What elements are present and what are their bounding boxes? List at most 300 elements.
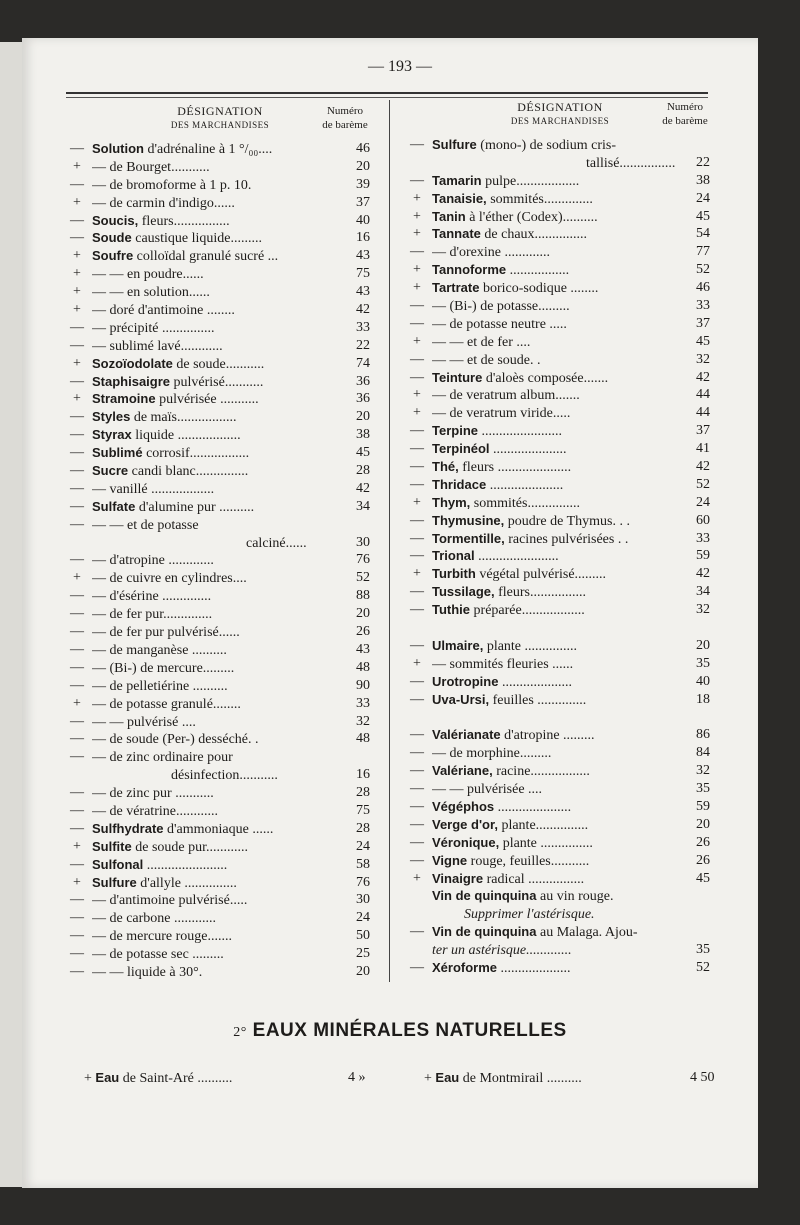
product-name: Vin de quinquina [432, 924, 537, 940]
table-row [66, 730, 376, 748]
header-designation-left: DÉSIGNATION DES MARCHANDISES [170, 104, 270, 130]
table-row [406, 386, 722, 404]
bareme-number: 24 [696, 190, 710, 206]
designation [92, 140, 360, 159]
table-row [66, 462, 376, 480]
description: — — et de soude. . [432, 352, 541, 368]
table-row [66, 856, 376, 874]
designation [432, 583, 704, 602]
product-name: Sucre [92, 463, 129, 479]
table-row [66, 319, 376, 337]
table-row [66, 426, 376, 444]
description: ....................... [143, 857, 228, 873]
table-row [66, 373, 376, 391]
description: sommités............... [470, 495, 580, 511]
table-row [406, 816, 722, 834]
table-row [66, 516, 376, 534]
bareme-number: 33 [696, 530, 710, 546]
tariff-mark: — [70, 409, 84, 425]
designation [92, 283, 360, 302]
table-row [66, 229, 376, 247]
table-row [406, 673, 722, 691]
bareme-number: 42 [356, 480, 370, 496]
bareme-number: 20 [356, 158, 370, 174]
tariff-mark: — [70, 749, 84, 765]
tariff-mark: — [410, 548, 424, 564]
table-row [66, 194, 376, 212]
eau-entry-right: + Eau de Montmirail .......... 4 50 [424, 1070, 715, 1086]
tariff-mark: + [413, 870, 421, 886]
table-row [406, 261, 722, 279]
designation [92, 158, 360, 177]
tariff-mark: — [70, 641, 84, 657]
designation [92, 730, 360, 749]
eau-entry-left: + Eau de Saint-Aré .......... 4 » [84, 1070, 366, 1086]
description: d'atropine ......... [500, 728, 595, 744]
tariff-mark: — [410, 476, 424, 492]
tariff-mark: — [70, 785, 84, 801]
product-name: Tanin [432, 208, 466, 224]
description: rouge, feuilles........... [467, 853, 590, 869]
bareme-number: 52 [696, 959, 710, 975]
tariff-mark: — [410, 745, 424, 761]
table-row [66, 838, 376, 856]
tariff-mark: — [70, 445, 84, 461]
description: — de carmin d'indigo...... [92, 195, 235, 211]
designation [586, 154, 704, 173]
bareme-number: 16 [356, 230, 370, 246]
designation [92, 551, 360, 570]
designation [432, 780, 704, 799]
description: sommités.............. [486, 191, 593, 207]
table-row [406, 959, 722, 977]
table-row [66, 569, 376, 587]
bareme-number: 37 [356, 194, 370, 210]
tariff-mark: — [410, 602, 424, 618]
table-row [406, 476, 722, 494]
table-row [406, 709, 722, 727]
header-numero-left: Numéro de barème [322, 105, 368, 131]
product-name: Soucis, [92, 212, 139, 228]
product-name: Terpinéol [432, 441, 490, 457]
description: — — en poudre...... [92, 267, 204, 283]
tariff-mark: — [410, 298, 424, 314]
bareme-number: 88 [356, 588, 370, 604]
tariff-mark: — [410, 369, 424, 385]
tariff-mark: — [70, 606, 84, 622]
bareme-number: 20 [356, 409, 370, 425]
table-row [66, 641, 376, 659]
designation [92, 212, 360, 231]
product-name: Staphisaigre [92, 373, 171, 389]
tariff-mark: — [410, 816, 424, 832]
bareme-number: 32 [696, 351, 710, 367]
product-name: Trional [432, 548, 475, 564]
designation [432, 494, 704, 513]
designation [432, 852, 704, 871]
description: d'adrénaline à 1 °/₀₀.... [144, 142, 273, 157]
bareme-number: 74 [356, 355, 370, 371]
designation [464, 905, 704, 924]
bareme-number: 58 [356, 856, 370, 872]
bareme-number: 36 [356, 373, 370, 389]
table-row [406, 852, 722, 870]
product-name: Tamarin [432, 172, 482, 188]
bareme-number: 84 [696, 745, 710, 761]
bareme-number: 45 [696, 333, 710, 349]
designation [432, 887, 704, 906]
description: ..................... [494, 799, 572, 815]
product-name: Vinaigre [432, 870, 484, 886]
bareme-number: 34 [356, 498, 370, 514]
table-row [66, 891, 376, 909]
designation [432, 297, 704, 316]
tariff-mark: — [70, 427, 84, 443]
bareme-number: 44 [696, 387, 710, 403]
tariff-mark: + [73, 570, 81, 586]
table-row [406, 369, 722, 387]
product-name: Sulfure [432, 137, 477, 152]
designation [171, 766, 360, 785]
description: d'allyle ............... [136, 875, 237, 891]
table-row [66, 963, 376, 981]
bareme-number: 18 [696, 691, 710, 707]
table-row [66, 677, 376, 695]
description: — sublimé lavé............ [92, 338, 223, 354]
description: .................... [497, 960, 571, 976]
designation [92, 802, 360, 821]
bareme-number: 32 [356, 713, 370, 729]
designation [432, 959, 704, 978]
bareme-number: 20 [696, 816, 710, 832]
table-row [66, 480, 376, 498]
tariff-mark: + [413, 190, 421, 206]
tariff-mark: + [73, 355, 81, 371]
description: plante............... [497, 817, 589, 833]
description: — de bromoforme à 1 p. 10. [92, 177, 252, 193]
designation [432, 351, 704, 370]
description: — de vératrine............ [92, 803, 218, 819]
table-row [406, 225, 722, 243]
designation [92, 390, 360, 409]
section-title: 2° EAUX MINÉRALES NATURELLES [233, 1020, 567, 1041]
tariff-mark: — [70, 176, 84, 192]
bareme-number: 33 [696, 298, 710, 314]
description: de chaux............... [480, 227, 588, 243]
table-row [406, 870, 722, 888]
bareme-number: 24 [356, 838, 370, 854]
tariff-mark: — [70, 892, 84, 908]
bareme-number: 75 [356, 266, 370, 282]
bareme-number: 26 [356, 624, 370, 640]
tariff-mark: — [70, 928, 84, 944]
description: — précipité ............... [92, 320, 215, 336]
bareme-number: 59 [696, 548, 710, 564]
product-name: Vigne [432, 852, 468, 868]
product-name: Solution [92, 141, 144, 156]
table-row [406, 941, 722, 959]
book-spine [0, 42, 24, 1187]
product-name: Tormentille, [432, 530, 505, 546]
tariff-mark: — [410, 315, 424, 331]
bareme-number: 25 [356, 946, 370, 962]
table-row [66, 605, 376, 623]
bareme-number: 86 [696, 727, 710, 743]
table-row [406, 780, 722, 798]
product-name: Sulfhydrate [92, 820, 164, 836]
bareme-number: 22 [696, 154, 710, 170]
tariff-mark: + [413, 494, 421, 510]
description: caustique liquide......... [131, 231, 262, 247]
table-row [406, 172, 722, 190]
table-row [66, 802, 376, 820]
description: racines pulvérisées . . [504, 531, 629, 547]
tariff-mark: — [410, 852, 424, 868]
description: — de carbone ............ [92, 911, 217, 927]
designation [92, 838, 360, 857]
bareme-number: 45 [696, 870, 710, 886]
bareme-number: 38 [696, 172, 710, 188]
designation [432, 422, 704, 441]
designation [432, 762, 704, 781]
designation [432, 816, 704, 835]
description: au vin rouge. [536, 889, 614, 905]
designation [432, 136, 704, 155]
table-row [66, 301, 376, 319]
table-row [66, 784, 376, 802]
table-row [66, 945, 376, 963]
table-row [406, 440, 722, 458]
product-name: Sozoïodolate [92, 355, 173, 371]
description: plante ............... [499, 835, 593, 851]
designation [92, 659, 360, 678]
description: préparée.................. [470, 603, 585, 619]
bareme-number: 26 [696, 834, 710, 850]
bareme-number: 28 [356, 785, 370, 801]
designation [92, 194, 360, 213]
description: — — liquide à 30°. [92, 964, 203, 980]
tariff-mark: + [73, 695, 81, 711]
bareme-number: 50 [356, 928, 370, 944]
description: — doré d'antimoine ........ [92, 303, 235, 319]
description: — — et de fer .... [432, 334, 531, 350]
description: (mono-) de sodium cris- [476, 138, 616, 153]
designation [92, 265, 360, 284]
description: pulvérisé........... [170, 374, 264, 390]
tariff-mark: — [70, 337, 84, 353]
bareme-number: 30 [356, 534, 370, 550]
designation [92, 301, 360, 320]
bareme-number: 20 [696, 637, 710, 653]
tariff-mark: — [410, 172, 424, 188]
bareme-number: 44 [696, 405, 710, 421]
table-row [406, 565, 722, 583]
designation [432, 834, 704, 853]
description: — de Bourget........... [92, 159, 210, 175]
product-name: Valérianate [432, 727, 501, 743]
tariff-mark: — [70, 910, 84, 926]
product-name: Soude [92, 230, 132, 246]
designation [432, 208, 704, 227]
table-row [406, 923, 722, 941]
designation [432, 601, 704, 620]
tariff-mark: + [413, 566, 421, 582]
bareme-number: 35 [696, 655, 710, 671]
tariff-mark: — [70, 856, 84, 872]
tariff-mark: — [410, 512, 424, 528]
product-name: Urotropine [432, 673, 499, 689]
description: — (Bi-) de potasse......... [432, 299, 570, 315]
designation [92, 909, 360, 928]
designation [432, 333, 704, 352]
designation [432, 261, 704, 280]
designation [246, 534, 360, 553]
table-row [406, 834, 722, 852]
table-row [66, 158, 376, 176]
description: radical ................ [483, 871, 585, 887]
table-row [406, 315, 722, 333]
tariff-mark: — [410, 798, 424, 814]
bareme-number: 33 [356, 319, 370, 335]
table-row [66, 587, 376, 605]
tariff-mark: — [70, 463, 84, 479]
tariff-mark: — [410, 584, 424, 600]
table-row [406, 905, 722, 923]
description: ....................... [474, 549, 559, 565]
description: — de manganèse .......... [92, 642, 227, 658]
bareme-number: 77 [696, 244, 710, 260]
designation [92, 605, 360, 624]
tariff-mark: — [410, 763, 424, 779]
bareme-number: 45 [696, 208, 710, 224]
bareme-number: 28 [356, 463, 370, 479]
designation [432, 726, 704, 745]
tariff-mark: — [70, 516, 84, 532]
product-name: Ulmaire, [432, 637, 484, 653]
product-name: Terpine [432, 423, 478, 439]
description: au Malaga. Ajou- [536, 925, 638, 941]
description: calciné...... [246, 535, 307, 551]
description: tallisé................ [586, 155, 676, 171]
table-row [66, 337, 376, 355]
product-name: Végéphos [432, 798, 495, 814]
bareme-number: 42 [696, 566, 710, 582]
product-name: Styrax [92, 427, 132, 443]
designation [92, 820, 360, 839]
description: de maïs................. [130, 410, 237, 426]
product-name: Sulfonal [92, 856, 144, 872]
description: — de zinc pur ........... [92, 786, 214, 802]
bareme-number: 16 [356, 767, 370, 783]
table-row [66, 444, 376, 462]
designation [92, 856, 360, 875]
table-row [406, 422, 722, 440]
tariff-mark: — [410, 137, 424, 152]
table-row [66, 534, 376, 552]
designation [432, 923, 704, 942]
designation [92, 874, 360, 893]
table-row [406, 154, 722, 172]
bareme-number: 36 [356, 391, 370, 407]
description: — d'antimoine pulvérisé..... [92, 893, 248, 909]
description: Supprimer l'astérisque. [464, 907, 595, 923]
product-name: Valériane, [432, 763, 493, 779]
tariff-mark: + [73, 266, 81, 282]
designation [92, 945, 360, 964]
product-name: Tanaisie, [432, 190, 487, 206]
product-name: Tannoforme [432, 262, 507, 278]
tariff-mark: — [70, 802, 84, 818]
description: — d'ésérine .............. [92, 589, 212, 605]
description: — vanillé .................. [92, 481, 215, 497]
bareme-number: 40 [696, 673, 710, 689]
table-row [406, 494, 722, 512]
table-row [406, 404, 722, 422]
bareme-number: 52 [696, 476, 710, 492]
description: à l'éther (Codex).......... [465, 209, 598, 225]
designation [432, 870, 704, 889]
tariff-mark: — [410, 459, 424, 475]
description: fleurs................ [494, 585, 587, 601]
bareme-number: 42 [356, 302, 370, 318]
table-row [66, 390, 376, 408]
designation [92, 784, 360, 803]
description: racine................. [492, 764, 590, 780]
tariff-mark: — [70, 480, 84, 496]
tariff-mark: + [73, 391, 81, 407]
description: pulvérisée ........... [155, 392, 259, 408]
tariff-mark: + [73, 302, 81, 318]
description: — (Bi-) de mercure......... [92, 660, 235, 676]
description: — de pelletiérine .......... [92, 678, 228, 694]
table-row [66, 551, 376, 569]
designation [92, 623, 360, 642]
table-row [406, 190, 722, 208]
table-row [66, 820, 376, 838]
description: — de potasse granulé........ [92, 696, 241, 712]
tariff-mark: — [410, 530, 424, 546]
designation [92, 516, 360, 535]
tariff-mark: — [70, 731, 84, 747]
description: ................. [506, 263, 570, 279]
tariff-mark: — [410, 441, 424, 457]
bareme-number: 54 [696, 226, 710, 242]
table-row [406, 547, 722, 565]
tariff-mark: — [70, 624, 84, 640]
product-name: Soufre [92, 248, 134, 264]
designation [432, 941, 704, 960]
designation [92, 891, 360, 910]
table-row [406, 333, 722, 351]
description: — d'atropine ............. [92, 553, 214, 569]
product-name: Sulfate [92, 498, 136, 514]
table-row [406, 351, 722, 369]
description: colloïdal granulé sucré ... [133, 249, 279, 265]
bareme-number: 35 [696, 781, 710, 797]
table-row [66, 927, 376, 945]
product-name: Styles [92, 409, 131, 425]
designation [92, 677, 360, 696]
designation [432, 655, 704, 674]
bareme-number: 39 [356, 176, 370, 192]
table-row [406, 762, 722, 780]
product-name: Véronique, [432, 834, 500, 850]
tariff-mark: — [410, 637, 424, 653]
tariff-mark: — [410, 351, 424, 367]
description: — — et de potasse [92, 517, 199, 533]
tariff-mark: — [70, 319, 84, 335]
designation [432, 243, 704, 262]
